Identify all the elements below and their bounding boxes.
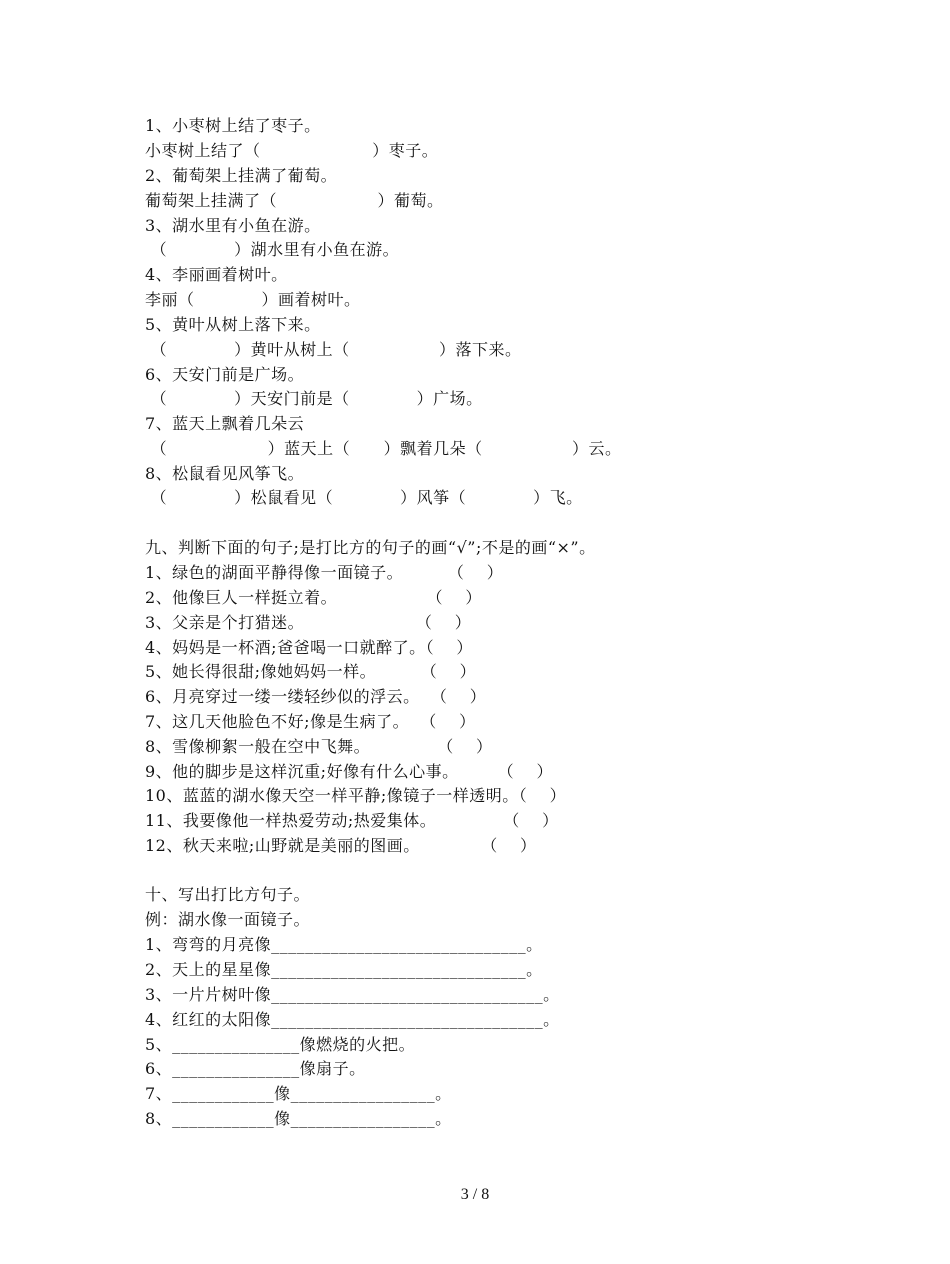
s8-line-15: 8、松鼠看见风筝飞。 bbox=[145, 464, 305, 483]
s8-line-8: 李丽（ ）画着树叶。 bbox=[145, 290, 361, 309]
s9-item-2: 2、他像巨人一样挺立着。 （ ） bbox=[145, 588, 482, 607]
s8-line-4: 葡萄架上挂满了（ ）葡萄。 bbox=[145, 191, 444, 210]
s9-item-6: 6、月亮穿过一缕一缕轻纱似的浮云。 （ ） bbox=[145, 687, 487, 706]
s10-item-5: 5、_______________像燃烧的火把。 bbox=[145, 1035, 416, 1054]
s8-line-13: 7、蓝天上飘着几朵云 bbox=[145, 414, 305, 433]
s10-item-4: 4、红红的太阳像________________________________。 bbox=[145, 1010, 560, 1029]
s9-item-4: 4、妈妈是一杯酒;爸爸喝一口就醉了。（ ） bbox=[145, 638, 473, 657]
s9-item-11: 11、我要像他一样热爱劳动;热爱集体。 （ ） bbox=[145, 811, 559, 830]
s8-line-10: （ ）黄叶从树上（ ）落下来。 bbox=[145, 340, 522, 359]
s10-item-3: 3、一片片树叶像________________________________。 bbox=[145, 985, 560, 1004]
s10-title: 十、写出打比方句子。 bbox=[145, 885, 311, 904]
s10-item-6: 6、_______________像扇子。 bbox=[145, 1059, 366, 1078]
s10-item-7: 7、____________像_________________。 bbox=[145, 1084, 452, 1103]
s8-line-14: （ ）蓝天上（ ）飘着几朵（ ）云。 bbox=[145, 439, 622, 458]
s8-line-5: 3、湖水里有小鱼在游。 bbox=[145, 216, 321, 235]
s9-item-1: 1、绿色的湖面平静得像一面镜子。 （ ） bbox=[145, 563, 504, 582]
s8-line-9: 5、黄叶从树上落下来。 bbox=[145, 315, 321, 334]
s9-item-8: 8、雪像柳絮一般在空中飞舞。 （ ） bbox=[145, 737, 493, 756]
s9-item-10: 10、蓝蓝的湖水像天空一样平静;像镜子一样透明。（ ） bbox=[145, 786, 567, 805]
s8-line-11: 6、天安门前是广场。 bbox=[145, 365, 305, 384]
s8-line-6: （ ）湖水里有小鱼在游。 bbox=[145, 240, 400, 259]
s8-line-16: （ ）松鼠看见（ ）风筝（ ）飞。 bbox=[145, 488, 583, 507]
s10-item-8: 8、____________像_________________。 bbox=[145, 1109, 452, 1128]
s10-item-1: 1、弯弯的月亮像______________________________。 bbox=[145, 935, 543, 954]
s9-title: 九、判断下面的句子;是打比方的句子的画“√”;不是的画“×”。 bbox=[145, 538, 596, 557]
s9-item-5: 5、她长得很甜;像她妈妈一样。 （ ） bbox=[145, 662, 477, 681]
s9-item-9: 9、他的脚步是这样沉重;好像有什么心事。 （ ） bbox=[145, 762, 554, 781]
s8-line-2: 小枣树上结了（ ）枣子。 bbox=[145, 141, 439, 160]
s10-item-2: 2、天上的星星像______________________________。 bbox=[145, 960, 543, 979]
s10-example: 例：湖水像一面镜子。 bbox=[145, 910, 311, 929]
s8-line-12: （ ）天安门前是（ ）广场。 bbox=[145, 389, 483, 408]
s8-line-1: 1、小枣树上结了枣子。 bbox=[145, 116, 321, 135]
s9-item-7: 7、这几天他脸色不好;像是生病了。 （ ） bbox=[145, 712, 476, 731]
s9-item-12: 12、秋天来啦;山野就是美丽的图画。 （ ） bbox=[145, 836, 537, 855]
s8-line-7: 4、李丽画着树叶。 bbox=[145, 265, 288, 284]
s9-item-3: 3、父亲是个打猎迷。 （ ） bbox=[145, 613, 472, 632]
s8-line-3: 2、葡萄架上挂满了葡萄。 bbox=[145, 166, 338, 185]
page-number: 3 / 8 bbox=[460, 1186, 490, 1203]
